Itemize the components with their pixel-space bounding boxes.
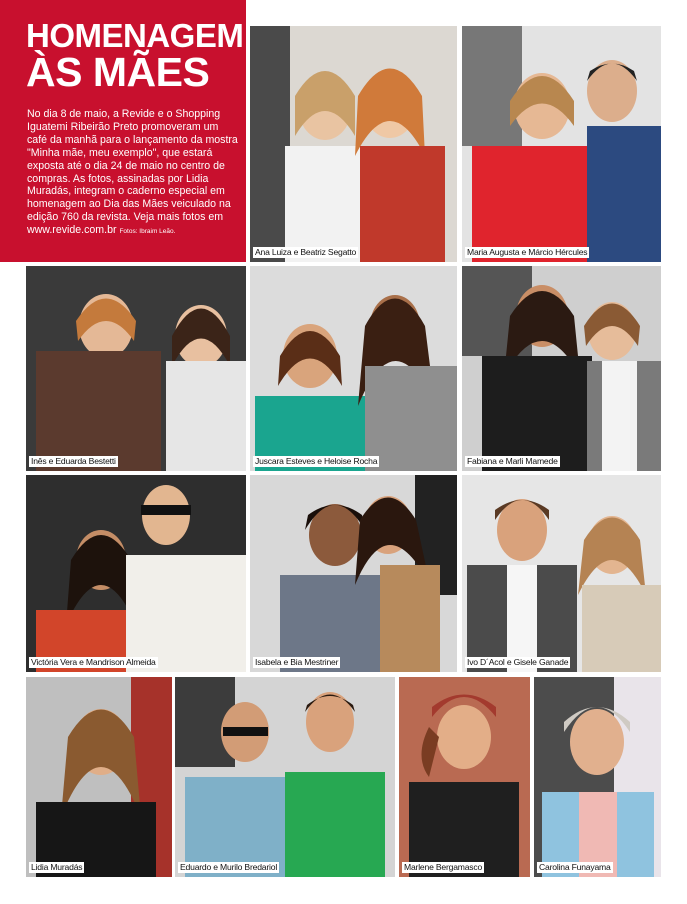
- photo-credit: Fotos: Ibraim Leão.: [119, 228, 176, 236]
- photo-caption: Isabela e Bia Mestriner: [255, 657, 339, 667]
- photo-caption: Maria Augusta e Márcio Hércules: [467, 247, 588, 257]
- photo-9: [26, 677, 172, 877]
- title-line-1: HOMENAGEM: [26, 17, 244, 54]
- photo-caption: Ana Luiza e Beatriz Segatto: [255, 247, 357, 257]
- photo-caption: Carolina Funayama: [539, 862, 611, 872]
- photo-caption: Victória Vera e Mandrison Almeida: [31, 657, 156, 667]
- photo-caption: Juscara Esteves e Heloise Rocha: [255, 456, 378, 466]
- photo-6: [26, 475, 246, 672]
- photo-8: [462, 475, 661, 672]
- photo-3: [26, 266, 246, 471]
- photo-11: [399, 677, 530, 877]
- photo-caption: Lidia Muradás: [31, 862, 83, 872]
- page-title: [26, 17, 244, 96]
- intro-text: [27, 108, 239, 239]
- photo-1: [250, 26, 457, 262]
- photo-caption: Fabiana e Marli Mamede: [467, 456, 558, 466]
- header-panel: [0, 0, 246, 262]
- photo-caption: Eduardo e Murilo Bredariol: [180, 862, 278, 872]
- photo-10: [175, 677, 395, 877]
- photo-4: [250, 266, 457, 471]
- photo-12: [534, 677, 661, 877]
- photo-2: [462, 26, 661, 262]
- photo-5: [462, 266, 661, 471]
- photo-caption: Ivo D´Acol e Gisele Ganade: [467, 657, 569, 667]
- photo-caption: Marlene Bergamasco: [404, 862, 483, 872]
- intro-body: No dia 8 de maio, a Revide e o Shopping Iguatemi Ribeirão Preto promoveram um café da manhã para o lançamento da mostra "Minha mãe, meu exemplo", que estará exposta até o dia 24 de maio no centro de compras. As fotos, assinadas por Lidia Muradás, integram o caderno especial em homenagem ao Dia das Mães veiculado na edição 760 da revista. Veja mais fotos em www.revide.com.br: [27, 108, 238, 237]
- title-line-2: ÀS MÃES: [26, 49, 210, 96]
- photo-7: [250, 475, 457, 672]
- photo-caption: Inês e Eduarda Bestetti: [31, 456, 116, 466]
